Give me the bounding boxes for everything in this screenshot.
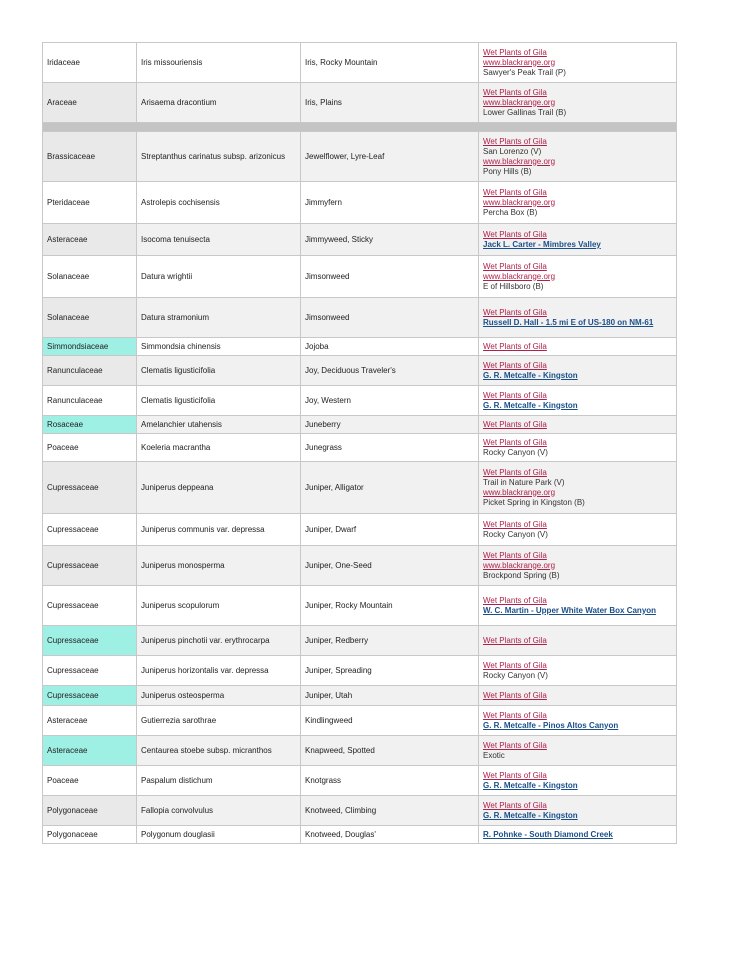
common-name-cell: Jimsonweed (301, 256, 479, 298)
reference-link[interactable]: Wet Plants of Gila (483, 660, 547, 670)
family-cell: Cupressaceae (43, 514, 137, 546)
reference-link[interactable]: Wet Plants of Gila (483, 136, 547, 146)
reference-link[interactable]: Wet Plants of Gila (483, 261, 547, 271)
table-row (43, 386, 677, 416)
common-name-cell: Jimsonweed (301, 298, 479, 338)
location-text: Picket Spring in Kingston (B) (483, 497, 585, 507)
family-cell: Ranunculaceae (43, 356, 137, 386)
table-row (43, 434, 677, 462)
table-row (43, 546, 677, 586)
collector-link[interactable]: G. R. Metcalfe - Pinos Altos Canyon (483, 720, 619, 730)
table-row (43, 298, 677, 338)
common-name-cell: Juneberry (301, 416, 479, 434)
table-row (43, 416, 677, 434)
references-cell (479, 224, 677, 256)
table-row (43, 586, 677, 626)
common-name-cell: Knotweed, Climbing (301, 796, 479, 826)
reference-link[interactable]: www.blackrange.org (483, 197, 556, 207)
location-text: Rocky Canyon (V) (483, 447, 548, 457)
family-cell: Solanaceae (43, 256, 137, 298)
references-cell (479, 826, 677, 844)
table-row (43, 256, 677, 298)
scientific-name-cell: Juniperus deppeana (137, 462, 301, 514)
reference-link[interactable]: Wet Plants of Gila (483, 635, 547, 645)
table-row (43, 706, 677, 736)
references-cell (479, 686, 677, 706)
collector-link[interactable]: R. Pohnke - South Diamond Creek (483, 829, 613, 839)
scientific-name-cell: Koeleria macrantha (137, 434, 301, 462)
family-cell: Asteraceae (43, 706, 137, 736)
reference-link[interactable]: Wet Plants of Gila (483, 690, 547, 700)
table-row (43, 132, 677, 182)
references-cell (479, 546, 677, 586)
collector-link[interactable]: G. R. Metcalfe - Kingston (483, 810, 578, 820)
references-cell (479, 434, 677, 462)
reference-link[interactable]: Wet Plants of Gila (483, 550, 547, 560)
table-separator-row (43, 123, 677, 132)
reference-link[interactable]: Wet Plants of Gila (483, 229, 547, 239)
references-cell (479, 796, 677, 826)
common-name-cell: Jojoba (301, 338, 479, 356)
family-cell: Cupressaceae (43, 546, 137, 586)
reference-link[interactable]: Wet Plants of Gila (483, 800, 547, 810)
references-cell (479, 514, 677, 546)
common-name-cell: Jewelflower, Lyre-Leaf (301, 132, 479, 182)
collector-link[interactable]: Jack L. Carter - Mimbres Valley (483, 239, 601, 249)
table-row (43, 83, 677, 123)
table-row (43, 224, 677, 256)
location-text: Rocky Canyon (V) (483, 670, 548, 680)
family-cell: Poaceae (43, 434, 137, 462)
location-text: Percha Box (B) (483, 207, 538, 217)
scientific-name-cell: Datura wrightii (137, 256, 301, 298)
reference-link[interactable]: Wet Plants of Gila (483, 467, 547, 477)
family-cell: Cupressaceae (43, 656, 137, 686)
table-row (43, 356, 677, 386)
scientific-name-cell: Centaurea stoebe subsp. micranthos (137, 736, 301, 766)
scientific-name-cell: Juniperus scopulorum (137, 586, 301, 626)
reference-link[interactable]: www.blackrange.org (483, 560, 556, 570)
location-text: Sawyer's Peak Trail (P) (483, 67, 566, 77)
common-name-cell: Iris, Rocky Mountain (301, 43, 479, 83)
reference-link[interactable]: Wet Plants of Gila (483, 390, 547, 400)
family-cell: Poaceae (43, 766, 137, 796)
common-name-cell: Juniper, Redberry (301, 626, 479, 656)
family-cell: Solanaceae (43, 298, 137, 338)
references-cell (479, 586, 677, 626)
common-name-cell: Juniper, Rocky Mountain (301, 586, 479, 626)
family-cell: Polygonaceae (43, 796, 137, 826)
family-cell: Simmondsiaceae (43, 338, 137, 356)
common-name-cell: Juniper, Spreading (301, 656, 479, 686)
reference-link[interactable]: www.blackrange.org (483, 271, 556, 281)
collector-link[interactable]: G. R. Metcalfe - Kingston (483, 400, 578, 410)
scientific-name-cell: Streptanthus carinatus subsp. arizonicus (137, 132, 301, 182)
references-cell (479, 132, 677, 182)
references-cell (479, 766, 677, 796)
scientific-name-cell: Amelanchier utahensis (137, 416, 301, 434)
separator-cell (43, 123, 677, 132)
table-row (43, 656, 677, 686)
references-cell (479, 182, 677, 224)
collector-link[interactable]: G. R. Metcalfe - Kingston (483, 370, 578, 380)
scientific-name-cell: Datura stramonium (137, 298, 301, 338)
family-cell: Araceae (43, 83, 137, 123)
common-name-cell: Jimmyfern (301, 182, 479, 224)
references-cell (479, 298, 677, 338)
scientific-name-cell: Juniperus pinchotii var. erythrocarpa (137, 626, 301, 656)
family-cell: Cupressaceae (43, 626, 137, 656)
references-cell (479, 416, 677, 434)
references-cell (479, 656, 677, 686)
references-cell (479, 462, 677, 514)
table-row (43, 686, 677, 706)
reference-link[interactable]: Wet Plants of Gila (483, 341, 547, 351)
common-name-cell: Joy, Western (301, 386, 479, 416)
references-cell (479, 386, 677, 416)
location-text: Trail in Nature Park (V) (483, 477, 565, 487)
reference-link[interactable]: Wet Plants of Gila (483, 770, 547, 780)
reference-link[interactable]: Wet Plants of Gila (483, 437, 547, 447)
reference-link[interactable]: www.blackrange.org (483, 487, 556, 497)
common-name-cell: Junegrass (301, 434, 479, 462)
common-name-cell: Jimmyweed, Sticky (301, 224, 479, 256)
common-name-cell: Knapweed, Spotted (301, 736, 479, 766)
location-text: Brockpond Spring (B) (483, 570, 560, 580)
location-text: Lower Gallinas Trail (B) (483, 107, 567, 117)
scientific-name-cell: Astrolepis cochisensis (137, 182, 301, 224)
reference-link[interactable]: Wet Plants of Gila (483, 419, 547, 429)
common-name-cell: Joy, Deciduous Traveler's (301, 356, 479, 386)
common-name-cell: Knotgrass (301, 766, 479, 796)
location-text: San Lorenzo (V) (483, 146, 542, 156)
collector-link[interactable]: Russell D. Hall - 1.5 mi E of US-180 on NM-61 (483, 317, 654, 327)
table-row (43, 826, 677, 844)
location-text: Rocky Canyon (V) (483, 529, 548, 539)
collector-link[interactable]: W. C. Martin - Upper White Water Box Canyon (483, 605, 657, 615)
table-row (43, 796, 677, 826)
family-cell: Brassicaceae (43, 132, 137, 182)
common-name-cell: Juniper, One-Seed (301, 546, 479, 586)
references-cell (479, 356, 677, 386)
family-cell: Asteraceae (43, 736, 137, 766)
common-name-cell: Juniper, Dwarf (301, 514, 479, 546)
scientific-name-cell: Clematis ligusticifolia (137, 356, 301, 386)
table-row (43, 43, 677, 83)
table-row (43, 182, 677, 224)
reference-link[interactable]: Wet Plants of Gila (483, 47, 547, 57)
references-cell (479, 43, 677, 83)
references-cell (479, 626, 677, 656)
family-cell: Polygonaceae (43, 826, 137, 844)
scientific-name-cell: Paspalum distichum (137, 766, 301, 796)
scientific-name-cell: Juniperus monosperma (137, 546, 301, 586)
reference-link[interactable]: Wet Plants of Gila (483, 187, 547, 197)
reference-link[interactable]: www.blackrange.org (483, 57, 556, 67)
reference-link[interactable]: Wet Plants of Gila (483, 519, 547, 529)
references-cell (479, 83, 677, 123)
scientific-name-cell: Fallopia convolvulus (137, 796, 301, 826)
table-row (43, 766, 677, 796)
scientific-name-cell: Polygonum douglasii (137, 826, 301, 844)
family-cell: Cupressaceae (43, 586, 137, 626)
family-cell: Cupressaceae (43, 462, 137, 514)
common-name-cell: Knotweed, Douglas' (301, 826, 479, 844)
reference-link[interactable]: Wet Plants of Gila (483, 307, 547, 317)
scientific-name-cell: Isocoma tenuisecta (137, 224, 301, 256)
scientific-name-cell: Juniperus horizontalis var. depressa (137, 656, 301, 686)
references-cell (479, 706, 677, 736)
family-cell: Ranunculaceae (43, 386, 137, 416)
table-row (43, 338, 677, 356)
reference-link[interactable]: Wet Plants of Gila (483, 595, 547, 605)
family-cell: Iridaceae (43, 43, 137, 83)
scientific-name-cell: Juniperus communis var. depressa (137, 514, 301, 546)
references-cell (479, 736, 677, 766)
table-row (43, 736, 677, 766)
scientific-name-cell: Gutierrezia sarothrae (137, 706, 301, 736)
table-row (43, 514, 677, 546)
family-cell: Rosaceae (43, 416, 137, 434)
reference-link[interactable]: www.blackrange.org (483, 97, 556, 107)
scientific-name-cell: Iris missouriensis (137, 43, 301, 83)
common-name-cell: Juniper, Utah (301, 686, 479, 706)
reference-link[interactable]: Wet Plants of Gila (483, 87, 547, 97)
common-name-cell: Iris, Plains (301, 83, 479, 123)
scientific-name-cell: Clematis ligusticifolia (137, 386, 301, 416)
references-cell (479, 256, 677, 298)
reference-link[interactable]: Wet Plants of Gila (483, 360, 547, 370)
scientific-name-cell: Arisaema dracontium (137, 83, 301, 123)
table-row (43, 462, 677, 514)
location-text: E of Hillsboro (B) (483, 281, 544, 291)
scientific-name-cell: Juniperus osteosperma (137, 686, 301, 706)
family-cell: Asteraceae (43, 224, 137, 256)
reference-link[interactable]: Wet Plants of Gila (483, 710, 547, 720)
collector-link[interactable]: G. R. Metcalfe - Kingston (483, 780, 578, 790)
location-text: Exotic (483, 750, 505, 760)
reference-link[interactable]: Wet Plants of Gila (483, 740, 547, 750)
reference-link[interactable]: www.blackrange.org (483, 156, 556, 166)
references-cell (479, 338, 677, 356)
common-name-cell: Juniper, Alligator (301, 462, 479, 514)
table-row (43, 626, 677, 656)
common-name-cell: Kindlingweed (301, 706, 479, 736)
scientific-name-cell: Simmondsia chinensis (137, 338, 301, 356)
family-cell: Pteridaceae (43, 182, 137, 224)
family-cell: Cupressaceae (43, 686, 137, 706)
plant-table (42, 42, 677, 844)
location-text: Pony Hills (B) (483, 166, 532, 176)
